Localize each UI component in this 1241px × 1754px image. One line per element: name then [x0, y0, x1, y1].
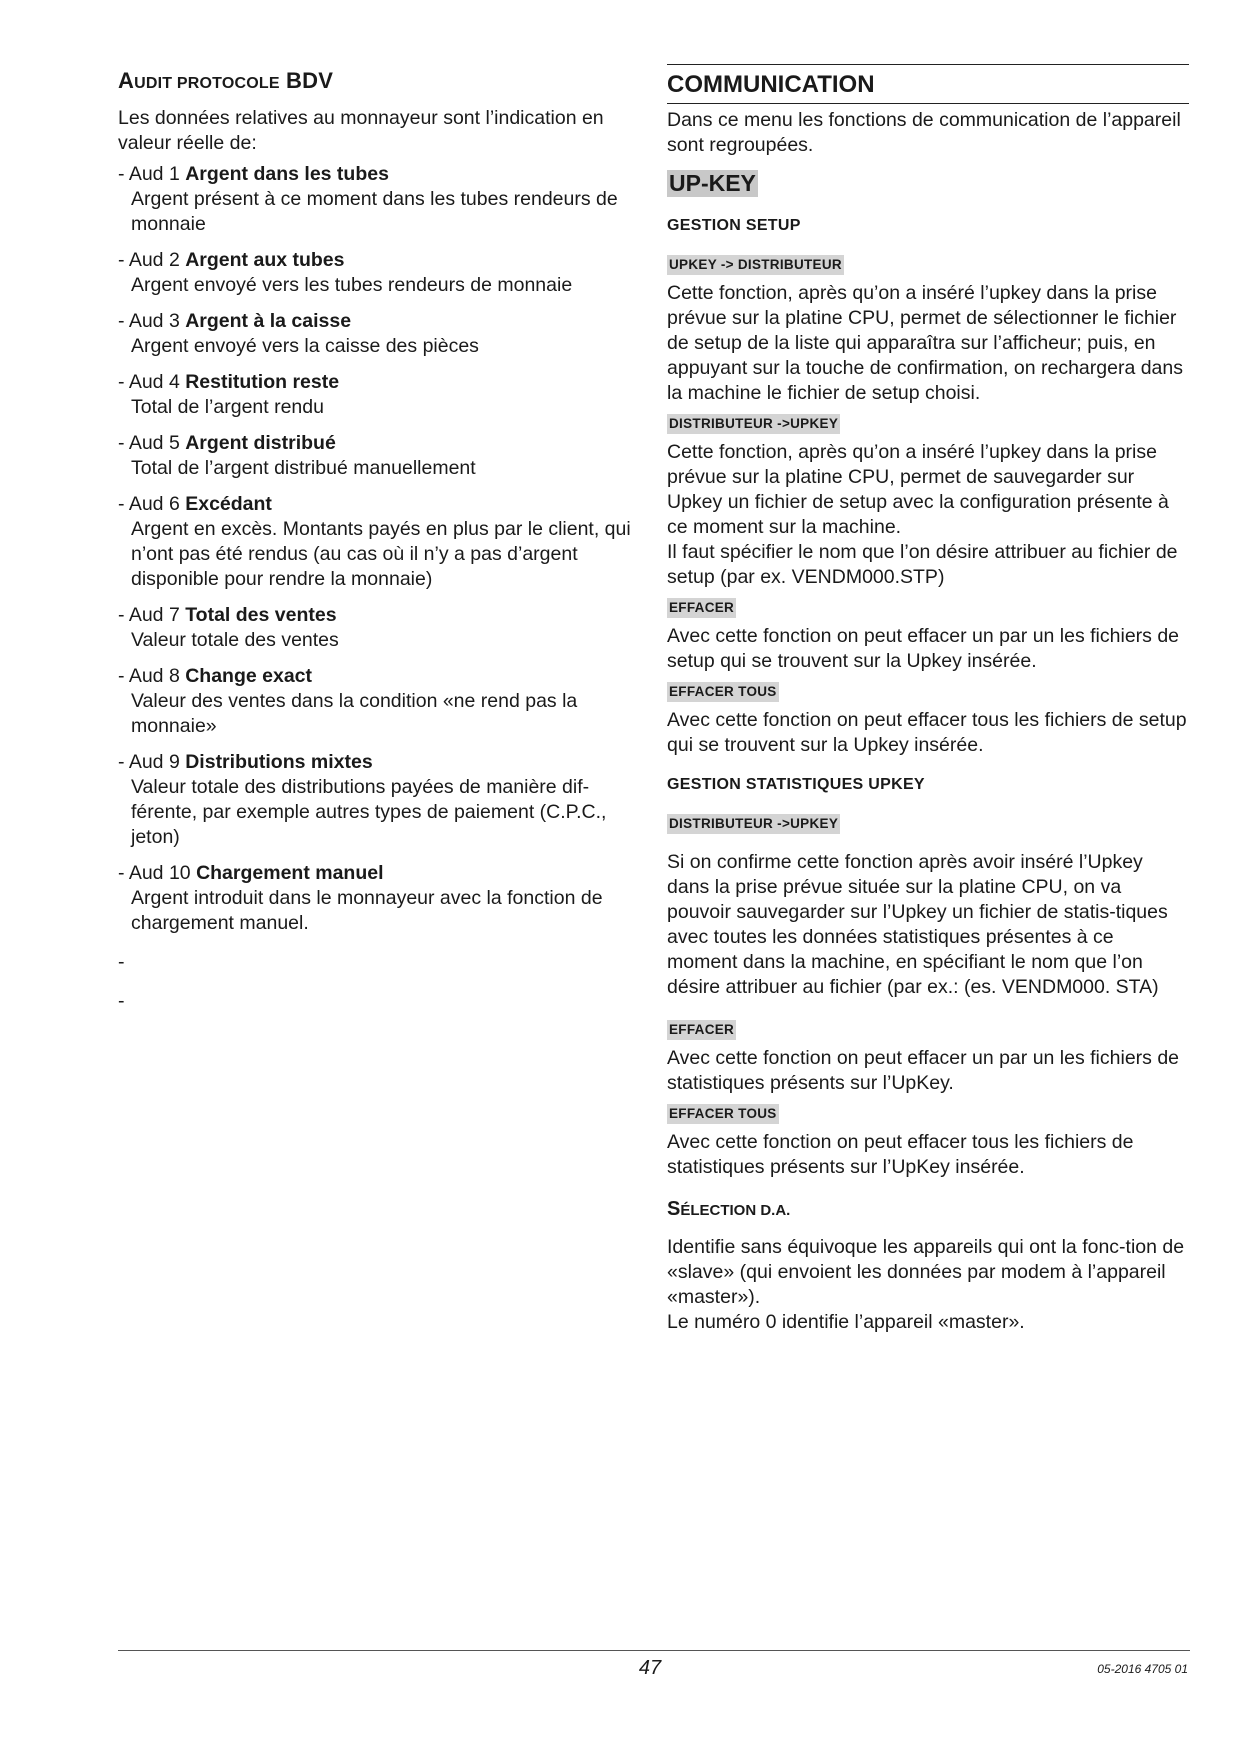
tag-upkey-distributeur: UPKEY -> DISTRIBUTEUR: [667, 255, 844, 275]
tag-effacer-tous-stats: EFFACER TOUS: [667, 1104, 779, 1124]
tag-distributeur-upkey-stats: DISTRIBUTEUR ->UPKEY: [667, 814, 840, 834]
right-column: [667, 64, 1189, 1335]
stats-distributeur-text: Si on confirme cette fonction après avoir inséré l’Upkey dans la prise prévue située sur la platine CPU, on va pouvoir sauvegarder sur l’Upkey un fichier de statis-tiques avec toutes les données statistiques présentes à ce moment dans la machine, en spécifiant le nom que l’on désire attribuer au fichier (par ex.: (es. VENDM000. STA): [667, 851, 1168, 998]
tag-distributeur-upkey: DISTRIBUTEUR ->UPKEY: [667, 414, 840, 434]
effacer-text: Avec cette fonction on peut effacer un par un les fichiers de setup qui se trouvent sur la Upkey insérée.: [667, 625, 1180, 672]
audit-item: - Aud 3 Argent à la caisse Argent envoyé vers la caisse des pièces: [118, 310, 479, 357]
tag-effacer: EFFACER: [667, 598, 736, 618]
distributeur-upkey-text: Cette fonction, après qu’on a inséré l’upkey dans la prise prévue sur la platine CPU, permet de sauvegarder sur Upkey un fichier de setup avec la configuration présente à ce moment sur la machine.: [667, 441, 1169, 538]
gestion-setup-heading: GESTION SETUP: [667, 217, 801, 234]
selection-da-text-2: Le numéro 0 identifie l’appareil «master».: [667, 1311, 1025, 1333]
stats-effacer-text: Avec cette fonction on peut effacer un par un les fichiers de statistiques présents sur l’UpKey.: [667, 1047, 1180, 1094]
audit-intro: Les données relatives au monnayeur sont l’indication en valeur réelle de:: [118, 107, 604, 154]
upkey-distributeur-text: Cette fonction, après qu’on a inséré l’upkey dans la prise prévue sur la platine CPU, permet de sélectionner le fichier de setup de la liste qui apparaîtra sur l’afficheur; puis, en appuyant sur la touche de confirmation, on rechargera dans la machine le fichier de setup choisi.: [667, 282, 1183, 404]
upkey-title: UP-KEY: [669, 170, 756, 196]
section-rule-top: [667, 64, 1189, 65]
selection-da-text: Identifie sans équivoque les appareils qui ont la fonc-tion de «slave» (qui envoient les données par modem à l’appareil «master»).: [667, 1236, 1185, 1308]
audit-item: - Aud 9 Distributions mixtes Valeur totale des distributions payées de manière dif-férente, par exemple autres types de paiement (C.P.C., jeton): [118, 751, 607, 848]
footer-rule: [118, 1650, 1190, 1651]
audit-item: - Aud 7 Total des ventes Valeur totale des ventes: [118, 604, 339, 651]
tag-effacer-tous: EFFACER TOUS: [667, 682, 779, 702]
distributeur-upkey-text-2: Il faut spécifier le nom que l’on désire attribuer au fichier de setup (par ex. VENDM000.STP): [667, 541, 1178, 588]
left-column: [118, 64, 640, 1014]
effacer-tous-text: Avec cette fonction on peut effacer tous les fichiers de setup qui se trouvent sur la Upkey insérée.: [667, 709, 1187, 756]
audit-item: - Aud 4 Restitution reste Total de l’argent rendu: [118, 371, 340, 418]
communication-intro: Dans ce menu les fonctions de communication de l’appareil sont regroupées.: [667, 103, 1189, 158]
empty-list-item: -: [118, 990, 125, 1012]
tag-effacer-stats: EFFACER: [667, 1020, 736, 1040]
selection-da-title: SÉLECTION D.A.: [667, 1198, 791, 1220]
empty-list-item: -: [118, 951, 125, 973]
audit-item: - Aud 8 Change exact Valeur des ventes dans la condition «ne rend pas la monnaie»: [118, 665, 578, 737]
gestion-stats-heading: GESTION STATISTIQUES UPKEY: [667, 776, 925, 793]
audit-item: - Aud 1 Argent dans les tubes Argent présent à ce moment dans les tubes rendeurs de monnaie: [118, 163, 618, 235]
communication-title: COMMUNICATION: [667, 71, 875, 98]
document-code: 05-2016 4705 01: [1097, 1662, 1188, 1676]
audit-title: AUDIT PROTOCOLE BDV: [118, 68, 334, 93]
audit-item: - Aud 6 Excédant Argent en excès. Montants payés en plus par le client, qui n’ont pas été rendus (au cas où il n’y a pas d’argent disponible pour rendre la monnaie): [118, 493, 631, 590]
audit-item: - Aud 10 Chargement manuel Argent introduit dans le monnayeur avec la fonction de chargement manuel.: [118, 862, 603, 934]
audit-item: - Aud 2 Argent aux tubes Argent envoyé vers les tubes rendeurs de monnaie: [118, 249, 573, 296]
stats-effacer-tous-text: Avec cette fonction on peut effacer tous les fichiers de statistiques présents sur l’UpKey insérée.: [667, 1131, 1134, 1178]
page-number: 47: [638, 1657, 662, 1679]
audit-item: - Aud 5 Argent distribué Total de l’argent distribué manuellement: [118, 432, 476, 479]
